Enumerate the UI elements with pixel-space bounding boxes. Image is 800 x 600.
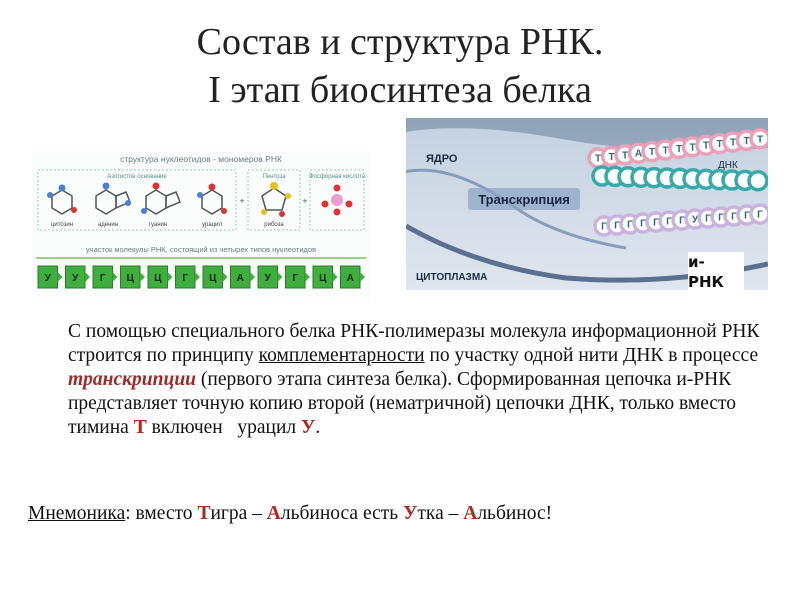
bead-letter: Ц — [689, 174, 697, 186]
text-span-5: (первого этапа синтеза белка). Сформированная цепочка и-РНК представляет точную копию второй (нематричной) цепочки ДНК, только вместо тимина — [68, 369, 737, 438]
strand-letter: А — [346, 273, 354, 284]
bead-letter: Т — [743, 135, 750, 147]
bead-letter: Т — [702, 140, 710, 152]
rna-strand — [38, 266, 365, 288]
bead-letter: А — [676, 173, 684, 185]
mrna-caption-line-1: и- — [688, 253, 705, 271]
bead-letter: Ц — [663, 173, 671, 185]
strand-letter: У — [44, 273, 51, 284]
mnemonic-letter-u: У — [403, 503, 418, 524]
plus-sign-1: + — [239, 196, 245, 206]
bead-letter: Ц — [637, 172, 645, 184]
bead-letter: Ц — [611, 171, 619, 183]
bead-letter: Т — [729, 137, 737, 149]
strand-nucleotide — [121, 266, 146, 288]
cytoplasm-label: ЦИТОПЛАЗМА — [416, 272, 488, 283]
nucleotide-structure-svg — [32, 150, 370, 300]
adenine-molecule-icon — [96, 183, 131, 215]
mnemonic-word-2: льбиноса есть — [280, 503, 404, 524]
text-span-1: С помощью специального белка РНК-полимеразы молекула информационной РНК строится по принципу — [68, 321, 760, 366]
bead-letter: Г — [614, 220, 620, 232]
bead-letter: Г — [705, 213, 711, 225]
bead-letter: Т — [716, 139, 723, 151]
bead-letter: Т — [689, 142, 696, 154]
strand-letter: Г — [99, 273, 106, 284]
phosphate-group-label: Фосфорная кислота — [309, 174, 365, 180]
strand-nucleotide — [176, 266, 201, 288]
strand-nucleotide — [93, 266, 118, 288]
bead-letter: А — [634, 148, 643, 160]
mnemonic-letter-t: Т — [197, 503, 211, 524]
paragraph-text — [38, 320, 773, 440]
bead-letter: Г — [757, 209, 763, 221]
strand-caption: участок молекулы РНК, состоящий из четырех типов нуклеотидов — [85, 245, 317, 254]
slide-title — [0, 18, 800, 114]
mnemonic-letter-a2: А — [463, 503, 478, 524]
text-span-9: . — [315, 417, 321, 438]
strand-letter: Г — [292, 273, 299, 284]
strand-nucleotide — [66, 266, 91, 288]
bead-letter: Т — [594, 153, 602, 165]
dna-label: ДНК — [718, 160, 738, 171]
nucleotide-bead — [751, 130, 768, 148]
phosphoric-acid-molecule-icon — [322, 185, 353, 216]
strand-letter: А — [236, 273, 244, 284]
bead-letter: Г — [666, 216, 672, 228]
mnemonic-label: Мнемоника — [28, 503, 126, 524]
mnemonic-intro: : вместо — [125, 503, 198, 524]
ribose-molecule-icon — [261, 182, 291, 217]
strand-letter: Ц — [154, 273, 162, 284]
bead-letter: Т — [608, 151, 615, 163]
bead-letter: Ц — [598, 171, 606, 183]
bead-letter: Г — [718, 212, 724, 224]
bead-letter: Г — [627, 219, 633, 231]
strand-letter: У — [264, 273, 271, 284]
strand-letter: У — [72, 273, 79, 284]
bead-letter: Т — [648, 147, 656, 159]
bead-letter: Т — [662, 145, 669, 157]
mnemonic-word-3: тка – — [417, 503, 464, 524]
bead-letter: Т — [621, 150, 629, 162]
mnemonic-letter-a1: А — [266, 503, 281, 524]
bead-letter: Г — [653, 217, 659, 229]
term-complementarity: комплементарности — [258, 345, 425, 366]
strand-nucleotide — [38, 266, 63, 288]
strand-nucleotide — [313, 266, 338, 288]
bead-letter: Г — [640, 218, 646, 230]
bead-letter: У — [691, 214, 699, 226]
bases-group-label: Азотистое основание — [107, 174, 167, 180]
nucleotide-bead — [751, 205, 768, 223]
text-span-7: включен урацил — [151, 417, 297, 438]
mnemonic-word-1: игра – — [210, 503, 267, 524]
bead-letter: А — [650, 173, 658, 185]
title-line-2: I этап биосинтеза белка — [208, 69, 592, 111]
base-label-uracil: урацил — [202, 222, 222, 228]
bead-letter: А — [702, 174, 710, 186]
nucleotide-structure-figure — [32, 150, 370, 300]
bead-letter: А — [624, 172, 632, 184]
strand-letter: Ц — [209, 273, 217, 284]
strand-letter: Г — [182, 273, 189, 284]
bead-letter: Т — [756, 134, 764, 146]
explanation-paragraph — [38, 320, 773, 440]
bead-letter: Г — [679, 215, 685, 227]
base-label-guanine: гуанин — [148, 222, 168, 228]
bead-letter: Г — [601, 221, 607, 233]
sugar-label-ribose: рибоза — [264, 222, 284, 228]
bead-letter: Ц — [715, 175, 723, 187]
letter-thymine: Т — [133, 417, 147, 438]
bead-letter: А — [728, 175, 736, 187]
uracil-molecule-icon — [197, 184, 227, 215]
bead-letter: Г — [731, 211, 737, 223]
strand-nucleotide — [203, 266, 228, 288]
strand-nucleotide — [341, 266, 366, 288]
bead-letter: Т — [675, 143, 683, 155]
cytosine-molecule-icon — [47, 185, 77, 215]
base-label-cytosine: цитозин — [50, 222, 74, 228]
strand-letter: Ц — [126, 273, 134, 284]
letter-uracil: У — [301, 417, 316, 438]
pentose-group-label: Пентоза — [262, 174, 286, 180]
term-transcription: транскрипции — [68, 369, 197, 390]
strand-nucleotide — [231, 266, 256, 288]
plus-sign-2: + — [302, 196, 308, 206]
text-span-3: по участку одной нити ДНК в процессе — [429, 345, 759, 366]
nucleotide-bead — [749, 172, 767, 190]
nucleus-label: ЯДРО — [426, 153, 458, 165]
strand-nucleotide — [286, 266, 311, 288]
title-line-1: Состав и структура РНК. — [196, 21, 604, 63]
figure-heading: структура нуклеотидов - мономеров РНК — [120, 154, 282, 164]
mrna-caption — [688, 252, 744, 292]
bead-letter: Ц — [741, 175, 749, 187]
guanine-molecule-icon — [141, 183, 180, 215]
mnemonic-line — [28, 502, 788, 526]
bead-letter: Г — [744, 210, 750, 222]
process-label: Транскрипция — [478, 192, 570, 207]
mnemonic-word-4: льбинос! — [477, 503, 553, 524]
strand-nucleotide — [148, 266, 173, 288]
bead-letter: А — [754, 176, 762, 188]
strand-nucleotide — [258, 266, 283, 288]
strand-letter: Ц — [319, 273, 327, 284]
base-label-adenine: аденин — [97, 222, 119, 228]
mrna-caption-line-2: РНК — [688, 273, 724, 291]
